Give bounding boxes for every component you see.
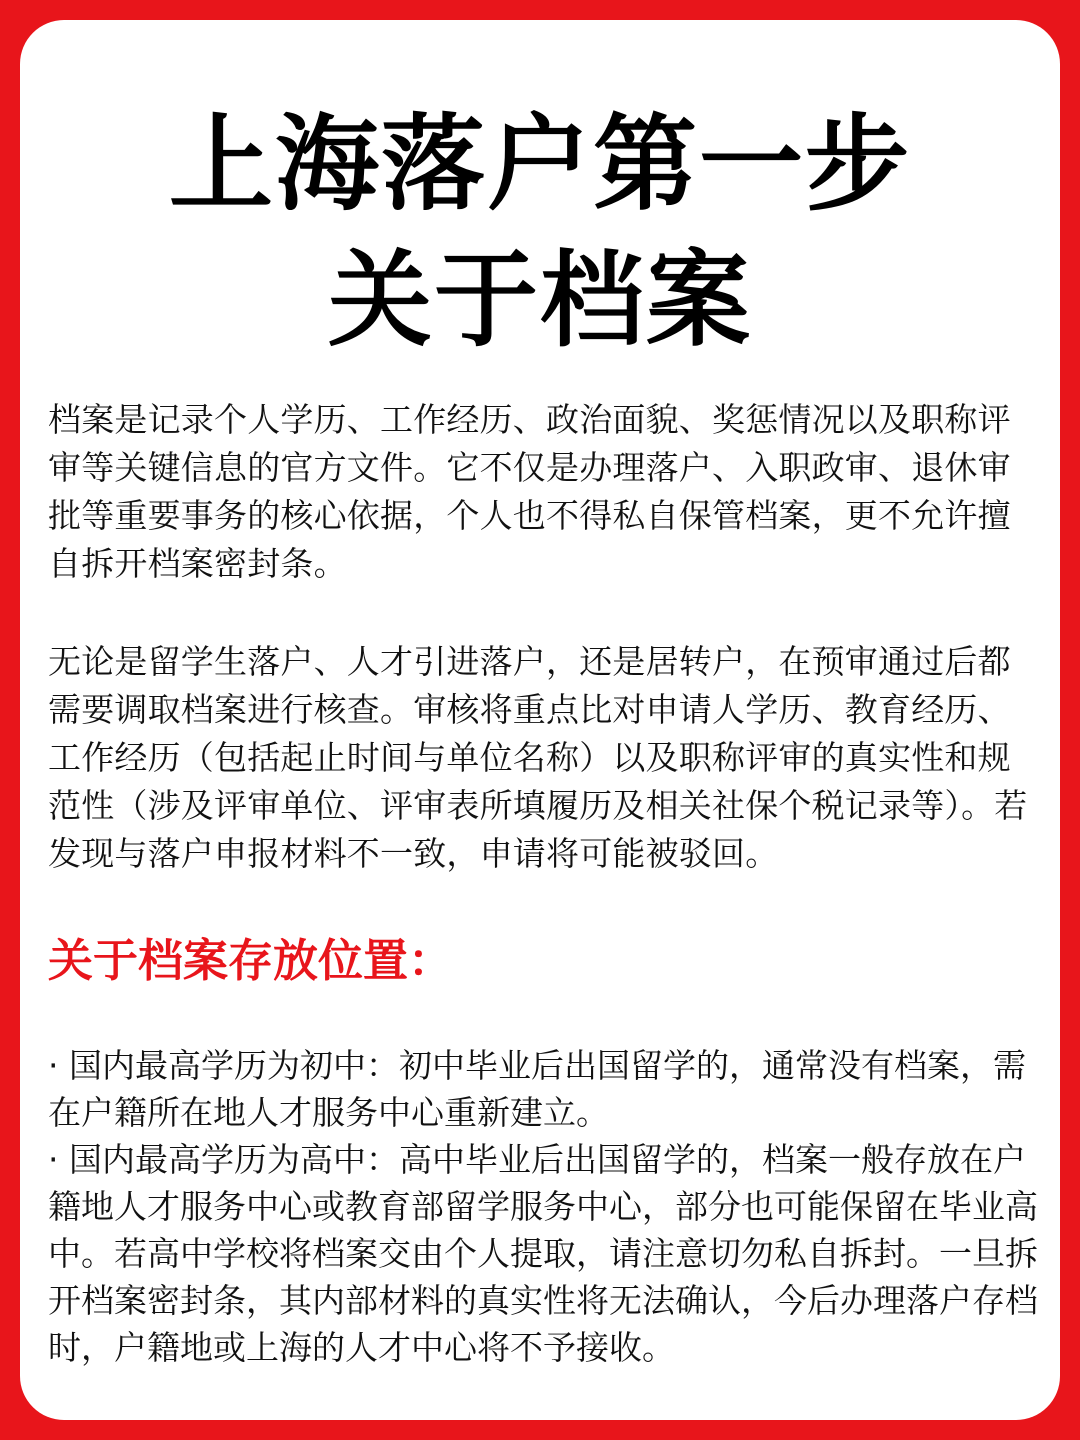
review-paragraph: 无论是留学生落户、人才引进落户，还是居转户，在预审通过后都需要调取档案进行核查。审核将重点比对申请人学历、教育经历、工作经历（包括起止时间与单位名称）以及职称评审的真实性和规范性（涉及评审单位、评审表所填履历及相关社保个税记录等）。若发现与落户申报材料不一致，申请将可能被驳回。 [48, 642, 1028, 873]
list-item: · 国内最高学历为高中：高中毕业后出国留学的，档案一般存放在户籍地人才服务中心或教育部留学服务中心，部分也可能保留在毕业高中。若高中学校将档案交由个人提取，请注意切勿私自拆封。一旦拆开档案密封条，其内部材料的真实性将无法确认，今后办理落户存档时，户籍地或上海的人才中心将不予接收。 [48, 1140, 1038, 1367]
intro-paragraph: 档案是记录个人学历、工作经历、政治面貌、奖惩情况以及职称评审等关键信息的官方文件。它不仅是办理落户、入职政审、退休审批等重要事务的核心依据，个人也不得私自保管档案，更不允许擅自拆开档案密封条。 [48, 400, 1011, 583]
page-title-line-1: 上海落户第一步 [168, 103, 911, 225]
section-heading: 关于档案存放位置： [48, 934, 454, 987]
list-item: · 国内最高学历为初中：初中毕业后出国留学的，通常没有档案，需在户籍所在地人才服务中心重新建立。 [48, 1046, 1026, 1132]
content-card [20, 20, 1060, 1420]
page-title-line-2: 关于档案 [327, 239, 752, 361]
